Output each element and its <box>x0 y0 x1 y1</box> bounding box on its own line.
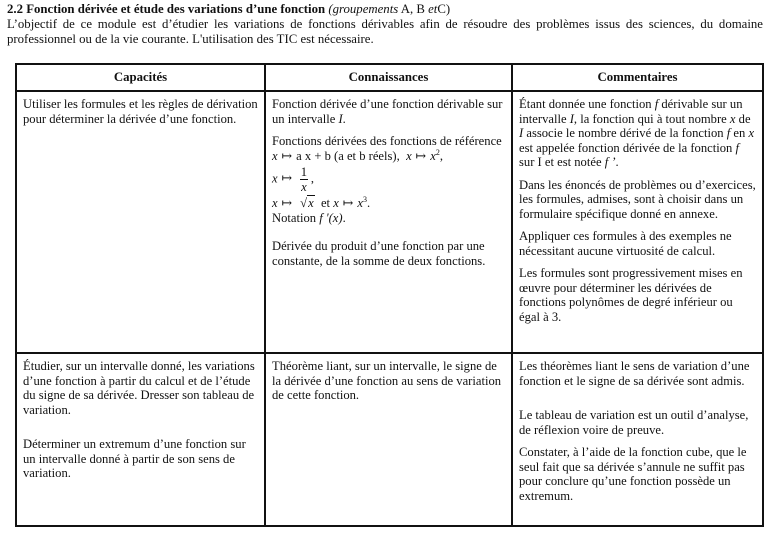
connaissance-derivee: Fonction dérivée d’une fonction dérivable sur un intervalle I. <box>272 97 503 126</box>
connaissance-produit-somme: Dérivée du produit d’une fonction par une constante, de la somme de deux fonctions. <box>272 239 486 268</box>
sqrt-x: √x <box>300 196 314 210</box>
capacite-extremum: Déterminer un extremum d’une fonction sur un intervalle donné à partir de son sens de variation. <box>23 437 246 480</box>
program-table <box>15 63 764 527</box>
intro-line-2: professionnel ou de la vie courante. L'utilisation des TIC est nécessaire. <box>7 31 374 46</box>
table-header-row <box>16 64 763 91</box>
intro-paragraph <box>7 17 763 46</box>
groupements-et: et <box>428 2 438 16</box>
cell-connaissances <box>265 353 512 526</box>
commentaire-appliquer: Appliquer ces formules à des exemples ne nécessitant aucune virtuosité de calcul. <box>519 229 732 258</box>
connaissance-theoreme: Théorème liant, sur un intervalle, le signe de la dérivée d’une fonction au sens de variation de cette fonction. <box>272 359 502 402</box>
formula-line-sqrt-cube: x ↦ √x et x ↦ $x^3$. <box>272 194 371 210</box>
formula-line-affine-square: x ↦ a x + b (a et b réels), x ↦ $x^2$, <box>272 147 443 163</box>
cell-commentaires <box>512 91 763 353</box>
commentaire-definition: Étant donnée une fonction f dérivable sur un intervalle I, la fonction qui à tout nombre x de I associe le nombre dérivé de la fonction f en x est appelée fonction dérivée de la fonction f sur I et est notée f ’. <box>519 97 755 169</box>
table-row <box>16 91 763 353</box>
commentaire-fonction-cube: Constater, à l’aide de la fonction cube, que le seul fait que sa dérivée s’annule ne suffit pas pour conclure qu’une fonction possède un extremum. <box>519 445 747 503</box>
notation-line: Notation f '(x). <box>272 210 346 225</box>
commentaire-theoremes: Les théorèmes liant le sens de variation d’une fonction et le signe de sa dérivée sont admis. <box>519 359 750 388</box>
groupements-c: C) <box>437 2 451 16</box>
intro-line-1: L’objectif de ce module est d’étudier les variations de fonctions dérivables afin de résoudre des problèmes issus des sciences, du domaine <box>7 17 763 31</box>
connaissance-reference-functions: Fonctions dérivées des fonctions de référence x ↦ a x + b (a et b réels), x ↦ $x^2$, x ↦ $\frac{1}{x}$ , x ↦ √x et x ↦ $x^3$. Notation f '(x). <box>272 134 505 225</box>
groupements-ab: A, B <box>400 2 425 16</box>
cell-commentaires <box>512 353 763 526</box>
commentaire-formulaire: Dans les énoncés de problèmes ou d’exercices, les formules, admises, sont à choisir dans un formulaire spécifique donné en annexe. <box>519 177 756 221</box>
cell-capacites <box>16 91 265 353</box>
header-connaissances: Connaissances <box>265 64 512 91</box>
fraction-one-over-x: $\frac{1}{x}$ <box>300 165 308 194</box>
groupements-open: (groupements <box>328 2 399 16</box>
section-title: 2.2 Fonction dérivée et étude des variations d’une fonction <box>7 2 326 16</box>
formula-line-inverse: x ↦ $\frac{1}{x}$ , <box>272 165 315 194</box>
capacite-etudier: Étudier, sur un intervalle donné, les variations d’une fonction à partir du calcul et de l’étude du signe de sa dérivée. Dresser son tableau de variation. <box>23 359 255 417</box>
commentaire-tableau: Le tableau de variation est un outil d’analyse, de réflexion voire de preuve. <box>519 408 749 437</box>
cell-capacites <box>16 353 265 526</box>
cell-connaissances <box>265 91 512 353</box>
header-commentaires: Commentaires <box>512 64 763 91</box>
section-heading <box>7 2 772 17</box>
table-row <box>16 353 763 526</box>
commentaire-polynomes: Les formules sont progressivement mises en œuvre pour déterminer les dérivées de fonctions polynômes de degré inférieur ou égal à 3. <box>519 266 743 324</box>
sqrt-icon: √ <box>300 196 308 210</box>
header-capacites: Capacités <box>16 64 265 91</box>
capacite-text: Utiliser les formules et les règles de dérivation pour déterminer la dérivée d’une fonction. <box>23 97 258 126</box>
